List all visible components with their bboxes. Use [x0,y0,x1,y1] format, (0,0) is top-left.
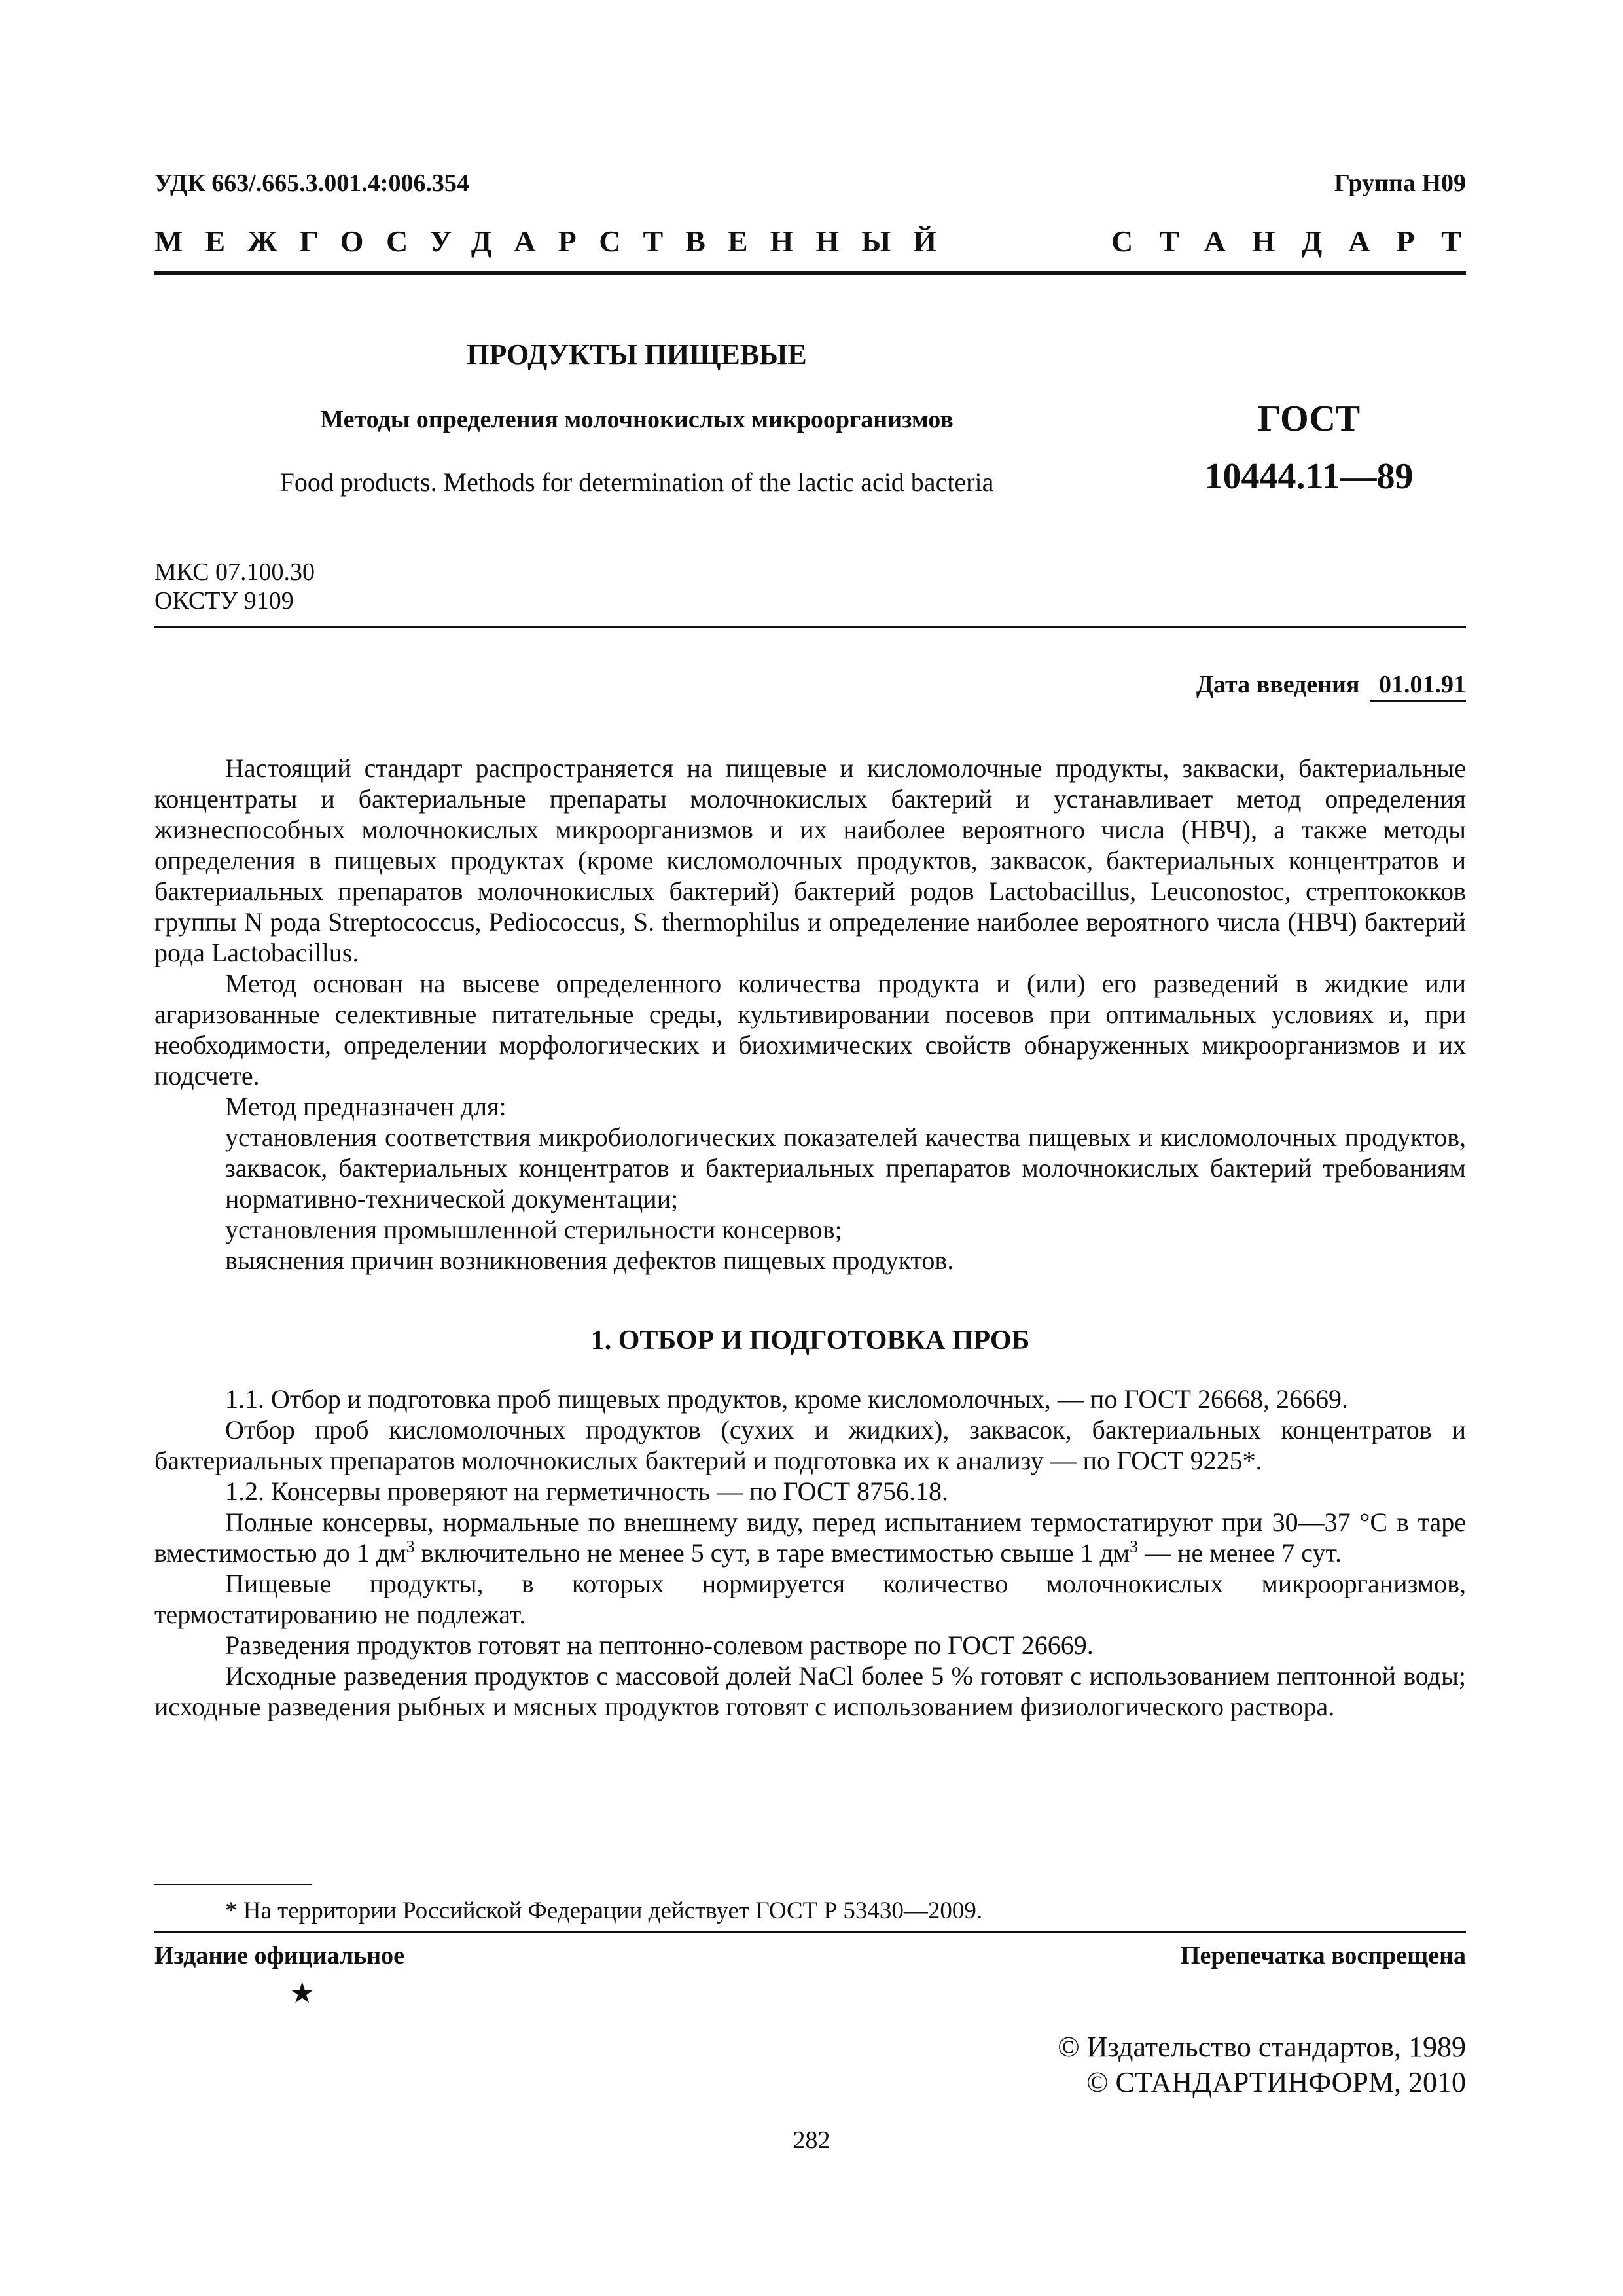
section-1-paragraph-thermostat [154,1507,1466,1568]
udk-code: УДК 663/.665.3.001.4:006.354 [154,170,469,197]
section-1-paragraph-1-1: 1.1. Отбор и подготовка проб пищевых продуктов, кроме кисломолочных, — по ГОСТ 26668, 26669. [225,1384,1348,1414]
footnote-rule [154,1884,312,1885]
intro-purpose-item-2: установления промышленной стерильности консервов; [225,1215,842,1244]
section-1-paragraph-1-2: 1.2. Консервы проверяют на герметичность — по ГОСТ 8756.18. [225,1477,949,1506]
section-1-paragraph-food: Пищевые продукты, в которых нормируется количество молочнокислых микроорганизмов, термостатированию не подлежат. [154,1569,1466,1629]
section-1-paragraph-initial-dilutions: Исходные разведения продуктов с массовой долей NaCl более 5 % готовят с использованием пептонной воды; исходные разведения рыбных и мясных продуктов готовят с использованием физиологического раствора. [154,1661,1466,1721]
mks-code: МКС 07.100.30 [154,558,315,586]
official-edition: Издание официальное [154,1942,405,1969]
subtitle-en: Food products. Methods for determination of the lactic acid bacteria [279,467,994,497]
thermostat-text-a: Полные консервы, нормальные по внешнему виду, перед испытанием термостатируют при 30—37 °С в таре вместимостью до 1 дм [154,1507,1466,1568]
okstu-code: ОКСТУ 9109 [154,587,294,615]
copyright-2010: © СТАНДАРТИНФОРМ, 2010 [1086,2066,1466,2098]
intro-date [1196,670,1466,702]
star-icon: ★ [289,1977,315,2009]
thermostat-text-b: включительно не менее 5 сут, в таре вместимостью свыше 1 дм [414,1538,1130,1568]
banner-interstate: МЕЖГОСУДАРСТВЕННЫЙ [154,224,959,258]
copyright-1989: © Издательство стандартов, 1989 [1058,2031,1466,2063]
intro-text [154,753,1466,1276]
gost-label: ГОСТ [1257,399,1361,439]
intro-date-label: Дата введения [1196,671,1360,698]
thermostat-text-c: — не менее 7 сут. [1138,1538,1342,1568]
intro-paragraph-scope: Настоящий стандарт распространяется на пищевые и кисломолочные продукты, закваски, бактериальные концентраты и бактериальные препараты молочнокислых бактерий и устанавливает метод определения жизнеспособных молочнокислых микроорганизмов и их наиболее вероятного числа (НВЧ), а также методы определения в пищевых продуктах (кроме кисломолочных продуктов, заквасок, бактериальных концентратов и бактериальных препаратов молочнокислых бактерий) бактерий родов Lactobacillus, Leuconostoc, стрептококков группы N рода Streptococcus, Pediococcus, S. thermophilus и определение наиболее вероятного числа (НВЧ) бактерий рода Lactobacillus. [154,753,1466,967]
section-1-paragraph-dilutions: Разведения продуктов готовят на пептонно-солевом растворе по ГОСТ 26669. [225,1630,1094,1660]
intro-purpose-item-1: установления соответствия микробиологических показателей качества пищевых и кисломолочных продуктов, заквасок, бактериальных концентратов и бактериальных препаратов молочнокислых бактерий требованиям нормативно-технической документации; [225,1122,1466,1213]
group-code: Группа Н09 [1334,170,1466,197]
intro-paragraph-method: Метод основан на высеве определенного количества продукта и (или) его разведений в жидкие или агаризованные селективные питательные среды, культивировании посевов при оптимальных условиях и, при необходимости, определении морфологических и биохимических свойств обнаруженных микроорганизмов и их подсчете. [154,969,1466,1090]
section-1-heading: 1. ОТБОР И ПОДГОТОВКА ПРОБ [590,1325,1030,1355]
thermostat-sup-2: 3 [1130,1537,1139,1556]
gost-number: 10444.11—89 [1204,456,1414,497]
intro-date-value: 01.01.91 [1370,670,1466,702]
banner-standard: СТАНДАРТ [1111,224,1488,258]
footnote: * На территории Российской Федерации действует ГОСТ Р 53430—2009. [225,1897,983,1924]
thermostat-sup-1: 3 [406,1537,415,1556]
intro-purpose-item-3: выяснения причин возникновения дефектов пищевых продуктов. [225,1246,954,1275]
footer-rule [154,1931,1466,1933]
section-1-text [154,1384,1466,1722]
page-title: ПРОДУКТЫ ПИЩЕВЫЕ [467,338,807,370]
section-1-paragraph-dairy: Отбор проб кисломолочных продуктов (сухих и жидких), заквасок, бактериальных концентратов и бактериальных препаратов молочнокислых бактерий и подготовка их к анализу — по ГОСТ 9225*. [154,1415,1466,1475]
intro-paragraph-purpose: Метод предназначен для: [225,1092,507,1121]
page-number: 282 [793,2126,830,2154]
codes-rule [154,626,1466,628]
reprint-prohibited: Перепечатка воспрещена [1180,1942,1466,1969]
header-rule [154,271,1466,275]
subtitle-ru: Методы определения молочнокислых микроорганизмов [320,406,954,433]
